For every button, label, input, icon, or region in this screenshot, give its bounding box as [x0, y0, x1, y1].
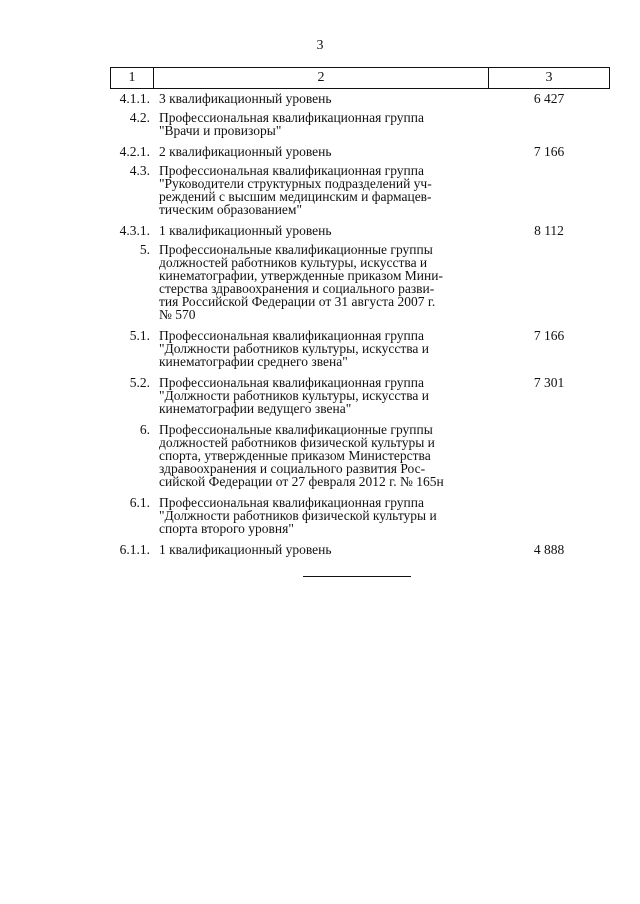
row-number: 4.3.1.: [119, 223, 150, 238]
table-row: [0, 496, 640, 535]
header-col-3: 3: [545, 70, 553, 85]
row-value: 4 888: [533, 542, 565, 557]
row-value: 8 112: [534, 223, 564, 238]
table-row: [0, 329, 640, 368]
row-name-line: Профессиональные квалификационные группы: [159, 242, 433, 257]
table-row: [0, 164, 640, 216]
row-name-line: сийской Федерации от 27 февраля 2012 г. № 165н: [159, 474, 444, 489]
row-value: 7 166: [533, 328, 565, 343]
table-row: [0, 92, 640, 105]
row-name-line: стерства здравоохранения и социального разви-: [159, 281, 435, 296]
row-number: 4.2.: [129, 110, 150, 125]
row-number: 6.1.1.: [119, 542, 150, 557]
header-col-1: 1: [111, 68, 154, 88]
table-row: [0, 376, 640, 415]
row-value: 7 166: [533, 144, 565, 159]
row-name-line: реждений с высшим медицинским и фармацев-: [159, 189, 432, 204]
row-name: [153, 423, 488, 488]
row-name: [153, 145, 488, 158]
row-number: 4.3.: [129, 163, 150, 178]
row-name: [153, 224, 488, 237]
row-name-line: Профессиональная квалификационная группа: [159, 495, 424, 510]
table-row: [0, 423, 640, 488]
row-name-line: тическим образованием": [159, 202, 302, 217]
row-name-line: кинематографии среднего звена": [159, 354, 348, 369]
header-col-2: 2: [154, 68, 489, 88]
table-row: [0, 243, 640, 321]
row-name-line: "Должности работников культуры, искусства и: [159, 341, 430, 356]
row-name-line: Профессиональные квалификационные группы: [159, 422, 433, 437]
table-row: [0, 224, 640, 237]
row-number: 5.2.: [129, 375, 150, 390]
end-separator-line: [303, 576, 411, 577]
row-name-line: Профессиональная квалификационная группа: [159, 110, 424, 125]
row-number: 4.1.1.: [119, 91, 150, 106]
row-name-line: 2 квалификационный уровень: [159, 144, 332, 159]
row-name-line: спорта второго уровня": [159, 521, 294, 536]
table-header: [110, 67, 610, 89]
row-number: 6.: [139, 422, 150, 437]
row-name-line: "Должности работников физической культуры и: [159, 508, 437, 523]
row-name-line: кинематографии, утвержденные приказом Мини-: [159, 268, 443, 283]
row-name-line: тия Российской Федерации от 31 августа 2007 г.: [159, 294, 436, 309]
row-name-line: Профессиональная квалификационная группа: [159, 375, 424, 390]
row-value: 7 301: [533, 375, 565, 390]
row-name-line: должностей работников культуры, искусства и: [159, 255, 428, 270]
row-name: [153, 243, 488, 321]
row-name: [153, 329, 488, 368]
table-row: [0, 145, 640, 158]
row-name-line: "Врачи и провизоры": [159, 123, 282, 138]
row-name: [153, 164, 488, 216]
row-name-line: "Руководители структурных подразделений уч-: [159, 176, 432, 191]
row-number: 4.2.1.: [119, 144, 150, 159]
row-name: [153, 496, 488, 535]
row-value: 6 427: [533, 91, 565, 106]
row-name: [153, 111, 488, 137]
row-name-line: 1 квалификационный уровень: [159, 542, 332, 557]
page-number: 3: [316, 38, 324, 53]
row-name-line: "Должности работников культуры, искусства и: [159, 388, 430, 403]
table-body: [0, 92, 640, 556]
row-name: [153, 92, 488, 105]
table-row: [0, 543, 640, 556]
row-number: 6.1.: [129, 495, 150, 510]
row-name-line: спорта, утвержденные приказом Министерства: [159, 448, 431, 463]
table-row: [0, 111, 640, 137]
row-name-line: Профессиональная квалификационная группа: [159, 163, 424, 178]
row-name-line: 1 квалификационный уровень: [159, 223, 332, 238]
row-name-line: 3 квалификационный уровень: [159, 91, 332, 106]
row-name-line: № 570: [159, 307, 196, 322]
row-name-line: должностей работников физической культуры и: [159, 435, 435, 450]
row-number: 5.: [139, 242, 150, 257]
row-number: 5.1.: [129, 328, 150, 343]
row-name-line: здравоохранения и социального развития Рос-: [159, 461, 426, 476]
row-name: [153, 376, 488, 415]
row-name-line: Профессиональная квалификационная группа: [159, 328, 424, 343]
row-name-line: кинематографии ведущего звена": [159, 401, 352, 416]
row-name: [153, 543, 488, 556]
